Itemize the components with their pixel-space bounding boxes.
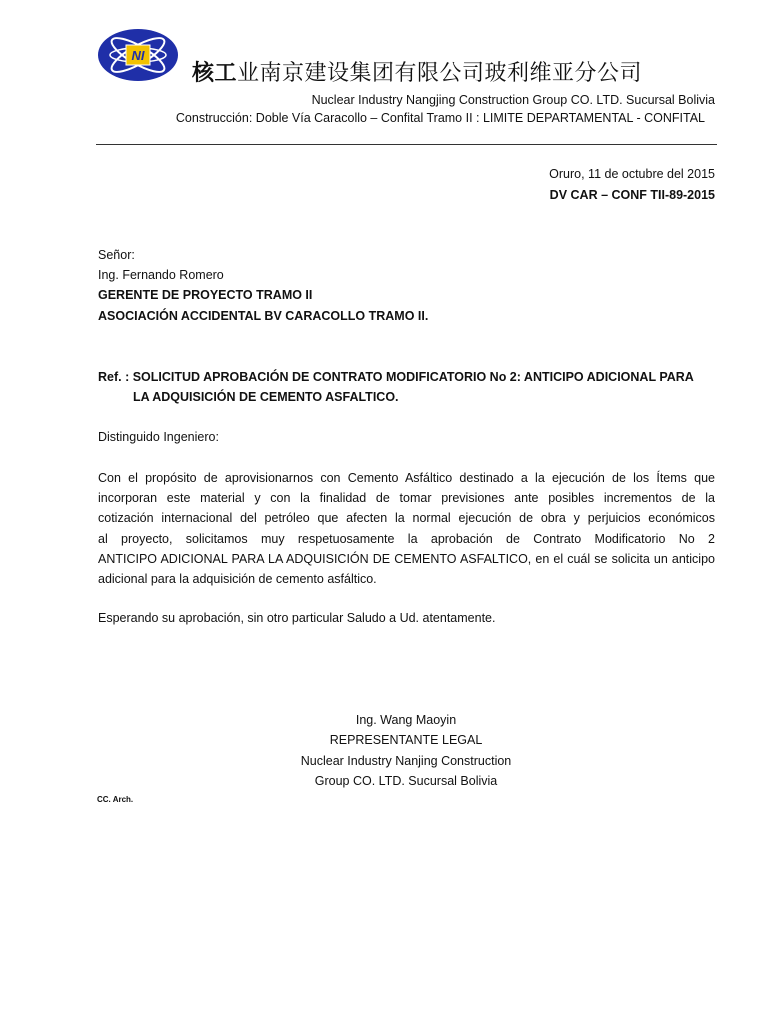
- reference-code: DV CAR – CONF TII-89-2015: [549, 188, 715, 202]
- recipient-name: Ing. Fernando Romero: [98, 268, 224, 282]
- paragraph-line: adicional para la adquisición de cemento asfáltico.: [98, 571, 377, 586]
- cc-note: CC. Arch.: [97, 795, 134, 804]
- company-chinese-name: [192, 56, 642, 87]
- company-chinese-bold: 核工: [192, 61, 238, 86]
- subject-line-2: LA ADQUISICIÓN DE CEMENTO ASFALTICO.: [133, 390, 399, 404]
- closing: Esperando su aprobación, sin otro particular Saludo a Ud. atentamente.: [98, 611, 496, 625]
- recipient-organization: ASOCIACIÓN ACCIDENTAL BV CARACOLLO TRAMO II.: [98, 309, 429, 323]
- paragraph-line: cotización internacional del petróleo que afecten la normal ejecución de obra y perjuicios económicos: [98, 511, 715, 526]
- signatory-name: Ing. Wang Maoyin: [355, 713, 457, 727]
- signature-block: [206, 710, 606, 792]
- signatory-title: REPRESENTANTE LEGAL: [329, 733, 483, 748]
- paragraph-line: incorporan este material y con la finalidad de tomar previsiones ante posibles incrementos de la: [98, 491, 715, 506]
- company-logo: [96, 27, 180, 83]
- paragraph-line: Con el propósito de aprovisionarnos con Cemento Asfáltico destinado a la ejecución de los Ítems que: [98, 471, 715, 485]
- atom-logo-icon: [96, 27, 180, 83]
- signatory-company-line-2: Group CO. LTD. Sucursal Bolivia: [314, 774, 498, 789]
- company-chinese-rest: 业南京建设集团有限公司玻利维亚分公司: [237, 61, 643, 86]
- company-name: Nuclear Industry Nangjing Construction Group CO. LTD. Sucursal Bolivia: [311, 93, 715, 107]
- recipient-position: GERENTE DE PROYECTO TRAMO II: [98, 288, 313, 302]
- header-divider: [96, 144, 717, 145]
- subject-line-1: Ref. : SOLICITUD APROBACIÓN DE CONTRATO MODIFICATORIO No 2: ANTICIPO ADICIONAL PARA: [98, 370, 694, 384]
- paragraph-line: ANTICIPO ADICIONAL PARA LA ADQUISICIÓN DE CEMENTO ASFALTICO, en el cuál se solicita un anticipo: [98, 551, 715, 566]
- greeting: Distinguido Ingeniero:: [98, 430, 219, 444]
- logo-text: NI: [131, 48, 145, 63]
- place-date: Oruro, 11 de octubre del 2015: [549, 167, 715, 181]
- recipient-salutation: Señor:: [98, 248, 135, 262]
- signatory-company-line-1: Nuclear Industry Nanjing Construction: [300, 753, 512, 768]
- paragraph-line: al proyecto, solicitamos muy respetuosamente la aprobación de Contrato Modificatorio No 2: [98, 531, 715, 546]
- project-name: Construcción: Doble Vía Caracollo – Confital Tramo II : LIMITE DEPARTAMENTAL - CONFITAL: [175, 111, 705, 125]
- body-paragraph: [98, 468, 715, 589]
